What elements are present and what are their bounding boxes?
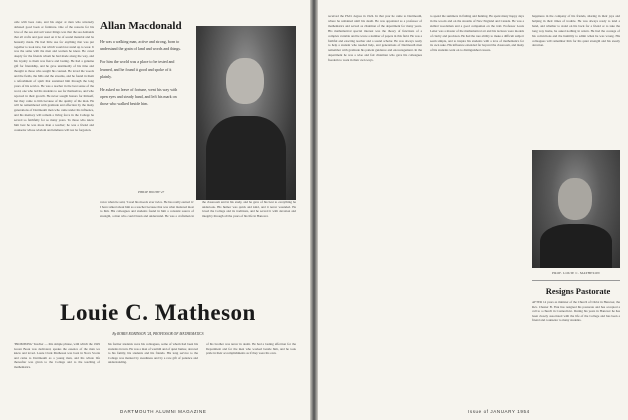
portrait-face: [558, 178, 592, 220]
resigns-column: [532, 300, 620, 404]
right-page: [318, 0, 628, 420]
resigns-pastorate-heading: Resigns Pastorate: [545, 286, 611, 296]
poem-stanza: He asked no leave of fortune, went his way with open eyes and steady hand, and left his mark on those who walked beside him.: [100, 87, 178, 107]
bottom-column-1-text: 'PROMISING' Teacher — this simple phrase, with which the 1929 Green Book was dedicated, speaks the essence of the man we knew and loved. Louie Clark Matheson was born in Nova Scotia and came to Dartmouth as a young man, and his whole life thereafter was given to the College and to the teaching of mathematics.: [14, 342, 100, 369]
right-column-3-text: happiness in the company of his friends, sharing in their joys and helping in their times of trouble. He was always ready to lend a hand, and whether to stand on his back for a friend or to take the long way home, he asked nothing in return. He had the courage of his convictions and the humility to admit when he was wrong. His colleagues will remember him for his quiet strength and his steady devotion.: [532, 14, 620, 48]
poem-signature: PHILIP BOOTH '47: [138, 190, 165, 194]
resigns-text: AFTER 14 years as minister of the Church of Christ in Hanover, the Rev. Chester B. Fisk has resigned his pastorate and has accepted a call to a church in Connecticut. During his years in Hanover he has been closely associated with the life of the College and has been a friend and counselor to many students.: [532, 300, 620, 323]
left-footer: DARTMOUTH ALUMNI MAGAZINE: [120, 409, 207, 414]
allan-macdonald-photo: [196, 26, 296, 200]
bottom-column-1: [14, 342, 100, 402]
portrait-coat: [540, 224, 612, 268]
bottom-column-2-text: his former students were his colleagues, some of whom had been his students in turn. He was a man of warmth and of quiet humor, devoted to his family, his students and his friends. His long service to the College was marked by steadiness and by a rare gift of patience and understanding.: [108, 342, 198, 365]
matheson-photo: [532, 150, 620, 268]
left-column-3-text: voice when he said, 'I read his moods ever twice. He has really earned it.' I have talked about him as a teacher because that was what mattered most to him. His colleagues and students found in him a constant source of strength, a man who could listen and understand. He was a craftsman in the classroom and in his study, and he gave of his best to everything he undertook. His humor was quick and kind, and it never wounded. He loved the College and its traditions, and he served it with devotion and integrity through all the years of his life in Hanover.: [100, 200, 296, 218]
bottom-column-2: [108, 342, 198, 402]
right-column-1-text: received the Ph.D. degree in 1924. In that year he came to Dartmouth, where he remained until his death. He was appointed as a professor of mathematics and served as chairman of the department for many years. His mathematical special interest was the theory of functions of a complex variable and he wrote a number of papers in this field. He was a faithful and exacting teacher and a sound scholar. He was always ready to help a student who needed help, and generations of Dartmouth men remember with gratitude his patient guidance and encouragement. In the department he was a wise and fair chairman who gave his colleagues freedom to work in their own ways.: [328, 14, 422, 63]
right-column-2-text: to spend the summers in fishing and hunting. He spent many happy days in the woods and on the streams of New England and Canada. He was a skilled woodsman and a good companion on the trail. Professor Louis Letter was a master of the mathematical art and his lectures were models of clarity and precision. He had the rare ability to make a difficult subject seem simple, and to inspire his students with a love of mathematics for its own sake. His influence extended far beyond the classroom, and many of his students went on to distinguished careers.: [430, 14, 524, 53]
byline: By ROBIN ROBINSON '24, PROFESSOR OF MATHEMATICS: [112, 332, 204, 336]
left-column-3: [100, 200, 296, 292]
portrait-face: [226, 58, 264, 104]
left-page: [0, 0, 310, 420]
left-column-1: [14, 20, 94, 282]
poem-stanza: For him the world was a place to be tested and learned, and he found it good and spoke of it plainly.: [100, 59, 175, 79]
left-column-1-text: olde with bees cans, and his anger at men who unwisely debased good book or furniture. One of the reasons for his love of the sea and salt water things was that the sea demands that all crafts and gear used on it be of sound material and be honestly made. He had little use for anything that was put together to look nice, but which would not stand up to wear. It was the same with the men and women he knew. He cared deeply for the friends whom he had made along the way, and his loyalty to them was fierce and lasting. He had a genuine gift for friendship, and he gave unstintedly of his time and thought to those who sought his counsel. He loved the woods and the fields, the hills and the streams, and he found in them a refreshment of spirit that sustained him through the long years of his service. He was a teacher in the best sense of the word, one who led his students to see for themselves, and who rejoiced in their growth. He never sought honors for himself, but they came to him because of the quality of the man. He will be remembered with gratitude and affection by the many generations of Dartmouth men who came under his influence, and his memory will remain a living force in the College he served so faithfully for so many years. To those who knew him best he was more than a teacher; he was a friend and counselor whose wisdom and kindness will not be forgotten.: [14, 20, 94, 132]
right-column-3: [532, 14, 620, 146]
poem-stanza: He was a walking man, active and strong, born to understand the grain of land and words and things.: [100, 39, 181, 52]
right-footer: Issue of JANUARY 1954: [468, 409, 530, 414]
allan-macdonald-heading: Allan Macdonald: [100, 20, 182, 32]
portrait-coat: [206, 116, 286, 200]
page-gutter: [310, 0, 318, 420]
bottom-column-3-text: of his brother was never in doubt. He had a lasting affection for the Department and for the men who worked beside him, and he took pride in their accomplishments as if they were his own.: [206, 342, 296, 356]
divider: [532, 280, 620, 281]
bottom-column-3: [206, 342, 296, 402]
photo-caption: PROF. LOUIE C. MATHESON: [552, 271, 600, 275]
right-column-1: [328, 14, 422, 404]
right-column-2: [430, 14, 524, 404]
louie-matheson-heading: Louie C. Matheson: [60, 300, 256, 325]
poem: [100, 38, 182, 114]
